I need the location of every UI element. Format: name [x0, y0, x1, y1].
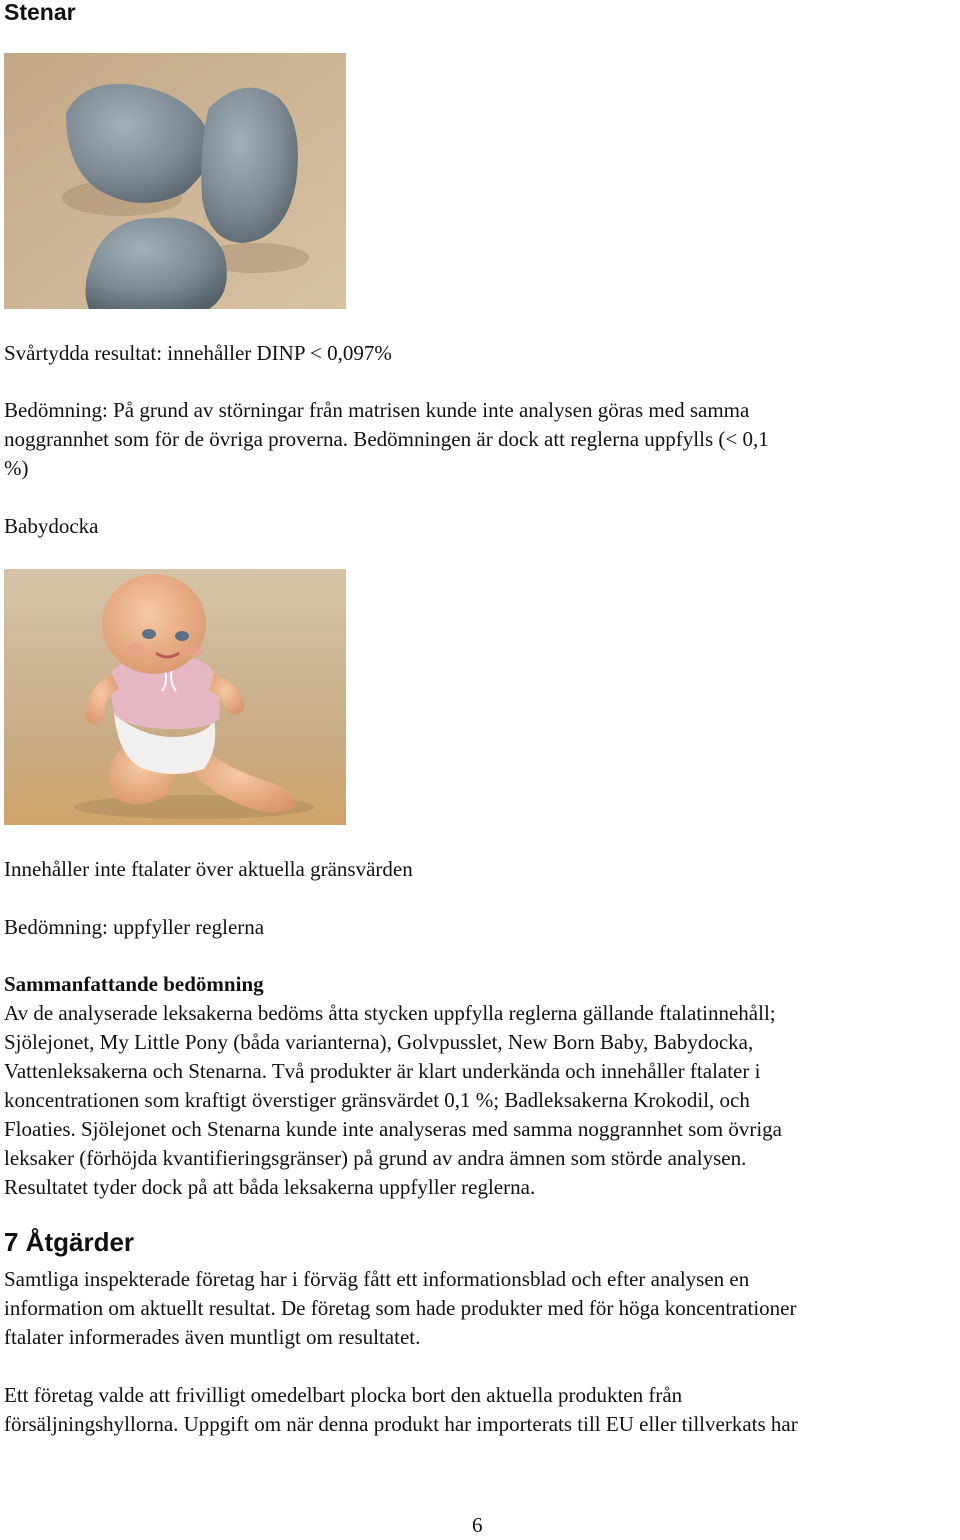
summary-line-3: Vattenleksakerna och Stenarna. Två produkter är klart underkända och innehåller ftalater i [4, 1059, 761, 1083]
actions-paragraph1-line-2: information om aktuellt resultat. De företag som hade produkter med för höga koncentrationer [4, 1296, 797, 1320]
actions-paragraph1-line-3: ftalater informerades även muntligt om resultatet. [4, 1325, 421, 1349]
section-heading-babydoll: Babydocka [4, 514, 99, 538]
stones-assessment-line-3: %) [4, 456, 29, 480]
stones-assessment-line-2: noggrannhet som för de övriga proverna. Bedömningen är dock att reglerna uppfylls (< 0,1 [4, 427, 769, 451]
stones-assessment-line-1: Bedömning: På grund av störningar från matrisen kunde inte analysen göras med samma [4, 398, 750, 422]
summary-line-7: Resultatet tyder dock på att båda leksakerna uppfyller reglerna. [4, 1175, 536, 1199]
section-heading-actions: 7 Åtgärder [4, 1227, 135, 1257]
stones-illustration [4, 53, 346, 309]
summary-line-6: leksaker (förhöjda kvantifieringsgränser) på grund av andra ämnen som störde analysen. [4, 1146, 747, 1170]
section-heading-summary: Sammanfattande bedömning [4, 972, 264, 996]
babydoll-photo [4, 569, 346, 825]
babydoll-illustration [4, 569, 346, 825]
summary-line-1: Av de analyserade leksakerna bedöms åtta stycken uppfylla reglerna gällande ftalatinnehåll; [4, 1001, 776, 1025]
summary-line-2: Sjölejonet, My Little Pony (båda varianterna), Golvpusslet, New Born Baby, Babydocka, [4, 1030, 754, 1054]
summary-line-4: koncentrationen som kraftigt överstiger gränsvärdet 0,1 %; Badleksakerna Krokodil, och [4, 1088, 750, 1112]
actions-paragraph2-line-2: försäljningshyllorna. Uppgift om när denna produkt har importerats till EU eller tillverkats har [4, 1412, 798, 1436]
babydoll-result: Innehåller inte ftalater över aktuella gränsvärden [4, 857, 413, 881]
stones-result: Svårtydda resultat: innehåller DINP < 0,097% [4, 341, 392, 365]
section-heading-stones: Stenar [4, 0, 76, 25]
babydoll-assessment: Bedömning: uppfyller reglerna [4, 915, 265, 939]
stones-photo [4, 53, 346, 309]
summary-line-5: Floaties. Sjölejonet och Stenarna kunde inte analyseras med samma noggrannhet som övriga [4, 1117, 782, 1141]
page-number: 6 [472, 1513, 483, 1537]
actions-paragraph2-line-1: Ett företag valde att frivilligt omedelbart plocka bort den aktuella produkten från [4, 1383, 683, 1407]
actions-paragraph1-line-1: Samtliga inspekterade företag har i förväg fått ett informationsblad och efter analysen en [4, 1267, 750, 1291]
